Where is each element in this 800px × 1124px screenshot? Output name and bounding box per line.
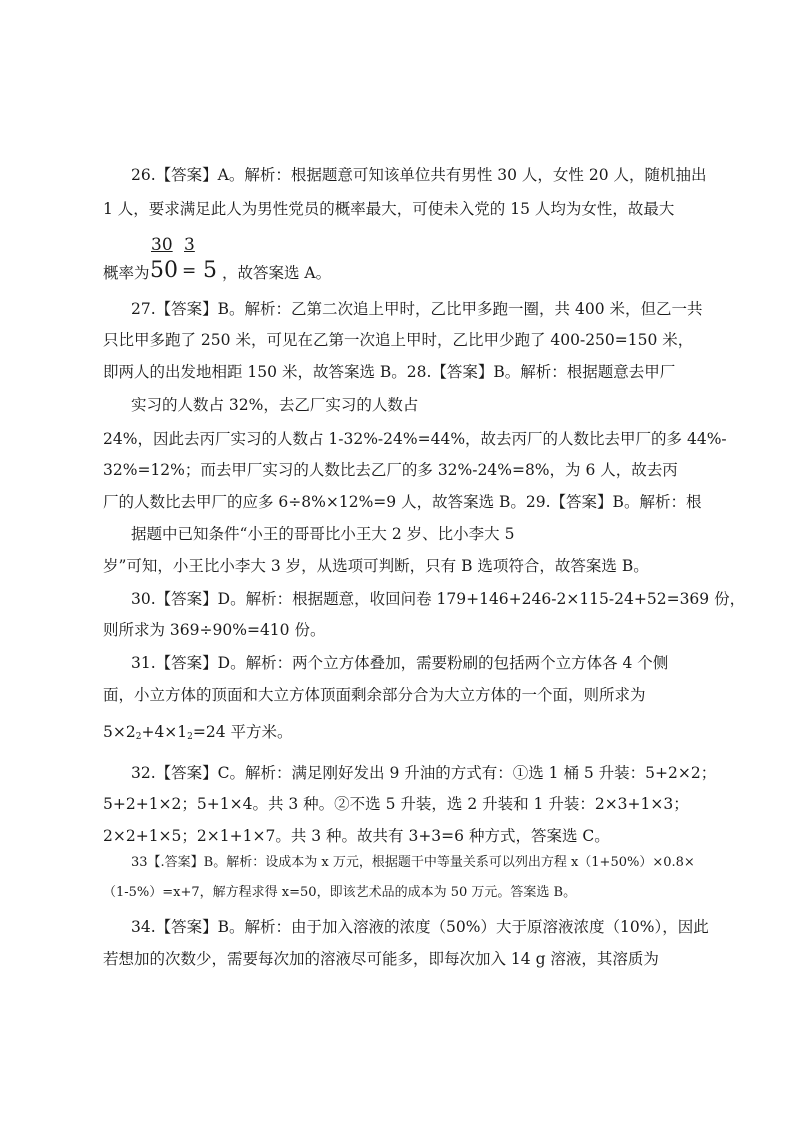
q28-line-1: 实习的人数占 32%，去乙厂实习的人数占 [131, 396, 419, 414]
q28-line-2: 24%，因此去丙厂实习的人数占 1-32%-24%=44%，故去丙厂的人数比去甲厂的多 44%- [103, 430, 727, 448]
q27-line-3: 即两人的出发地相距 150 米，故答案选 B。28.【答案】B。解析：根据题意去甲厂 [103, 363, 676, 381]
q28-line-4: 厂的人数比去甲厂的应多 6÷8%×12%=9 人，故答案选 B。29.【答案】B。解析：根 [103, 493, 702, 511]
q31-line-1: 31.【答案】D。解析：两个立方体叠加，需要粉刷的包括两个立方体各 4 个侧 [131, 654, 669, 672]
q31-formula-part-c: =24 平方米。 [192, 723, 293, 741]
q34-line-2: 若想加的次数少，需要每次加的溶液尽可能多，即每次加入 14 g 溶液，其溶质为 [103, 950, 659, 968]
q30-line-1: 30.【答案】D。解析：根据题意，收回问卷 179+146+246-2×115-24+52=369 份， [131, 590, 746, 608]
q33-line-1: 33【.答案】B。解析：设成本为 x 万元，根据题干中等量关系可以列出方程 x（1+50%）×0.8× [131, 855, 695, 870]
q32-line-3: 2×2+1×5；2×1+1×7。共 3 种。故共有 3+3=6 种方式，答案选 C。 [103, 827, 610, 845]
q31-formula-exponent-1: 2 [135, 732, 142, 742]
q27-line-1: 27.【答案】B。解析：乙第二次追上甲时，乙比甲多跑一圈，共 400 米，但乙一共 [131, 300, 703, 318]
q31-formula-exponent-2: 2 [187, 732, 193, 742]
q34-line-1: 34.【答案】B。解析：由于加入溶液的浓度（50%）大于原溶液浓度（10%），因此 [131, 918, 709, 936]
q26-line-1: 26.【答案】A。解析：根据题意可知该单位共有男性 30 人，女性 20 人，随机抽出 [131, 166, 707, 184]
q26-prefix: 概率为 [103, 264, 150, 282]
q28-line-3: 32%=12%；而去甲厂实习的人数比去乙厂的多 32%-24%=8%，为 6 人，故去丙 [103, 461, 678, 479]
q26-line-2: 1 人，要求满足此人为男性党员的概率最大，可使未入党的 15 人均为女性，故最大 [103, 200, 675, 218]
q30-line-2: 则所求为 369÷90%=410 份。 [103, 621, 326, 639]
q31-line-2: 面，小立方体的顶面和大立方体顶面剩余部分合为大立方体的一个面，则所求为 [103, 686, 646, 704]
q26-denominator-1: 50 [150, 258, 178, 283]
q31-formula-part-a: 5×2 [103, 723, 136, 741]
q26-equals: = [182, 261, 197, 281]
q31-formula [103, 722, 293, 747]
q29-line-2: 岁”可知，小王比小李大 3 岁，从选项可判断，只有 B 选项符合，故答案选 B。 [103, 557, 649, 575]
q26-denominator-2: 5 [203, 258, 217, 283]
q26-suffix: ，故答案选 A。 [222, 264, 332, 282]
q26-numerator-2: 3 [184, 235, 195, 255]
q33-line-2: （1-5%）=x+7，解方程求得 x=50，即该艺术品的成本为 50 万元。答案选 B。 [103, 885, 577, 900]
q32-line-1: 32.【答案】C。解析：满足刚好发出 9 升油的方式有：①选 1 桶 5 升装：5+2×2； [131, 764, 717, 782]
q32-line-2: 5+2+1×2；5+1×4。共 3 种。②不选 5 升装，选 2 升装和 1 升装：2×3+1×3； [103, 795, 689, 813]
q29-line-1: 据题中已知条件“小王的哥哥比小王大 2 岁、比小李大 5 [131, 525, 515, 543]
q27-line-2: 只比甲多跑了 250 米，可见在乙第一次追上甲时，乙比甲少跑了 400-250=150 米， [103, 331, 694, 349]
q31-formula-part-b: +4×1 [141, 723, 188, 741]
q26-numerator-1: 30 [151, 235, 173, 255]
